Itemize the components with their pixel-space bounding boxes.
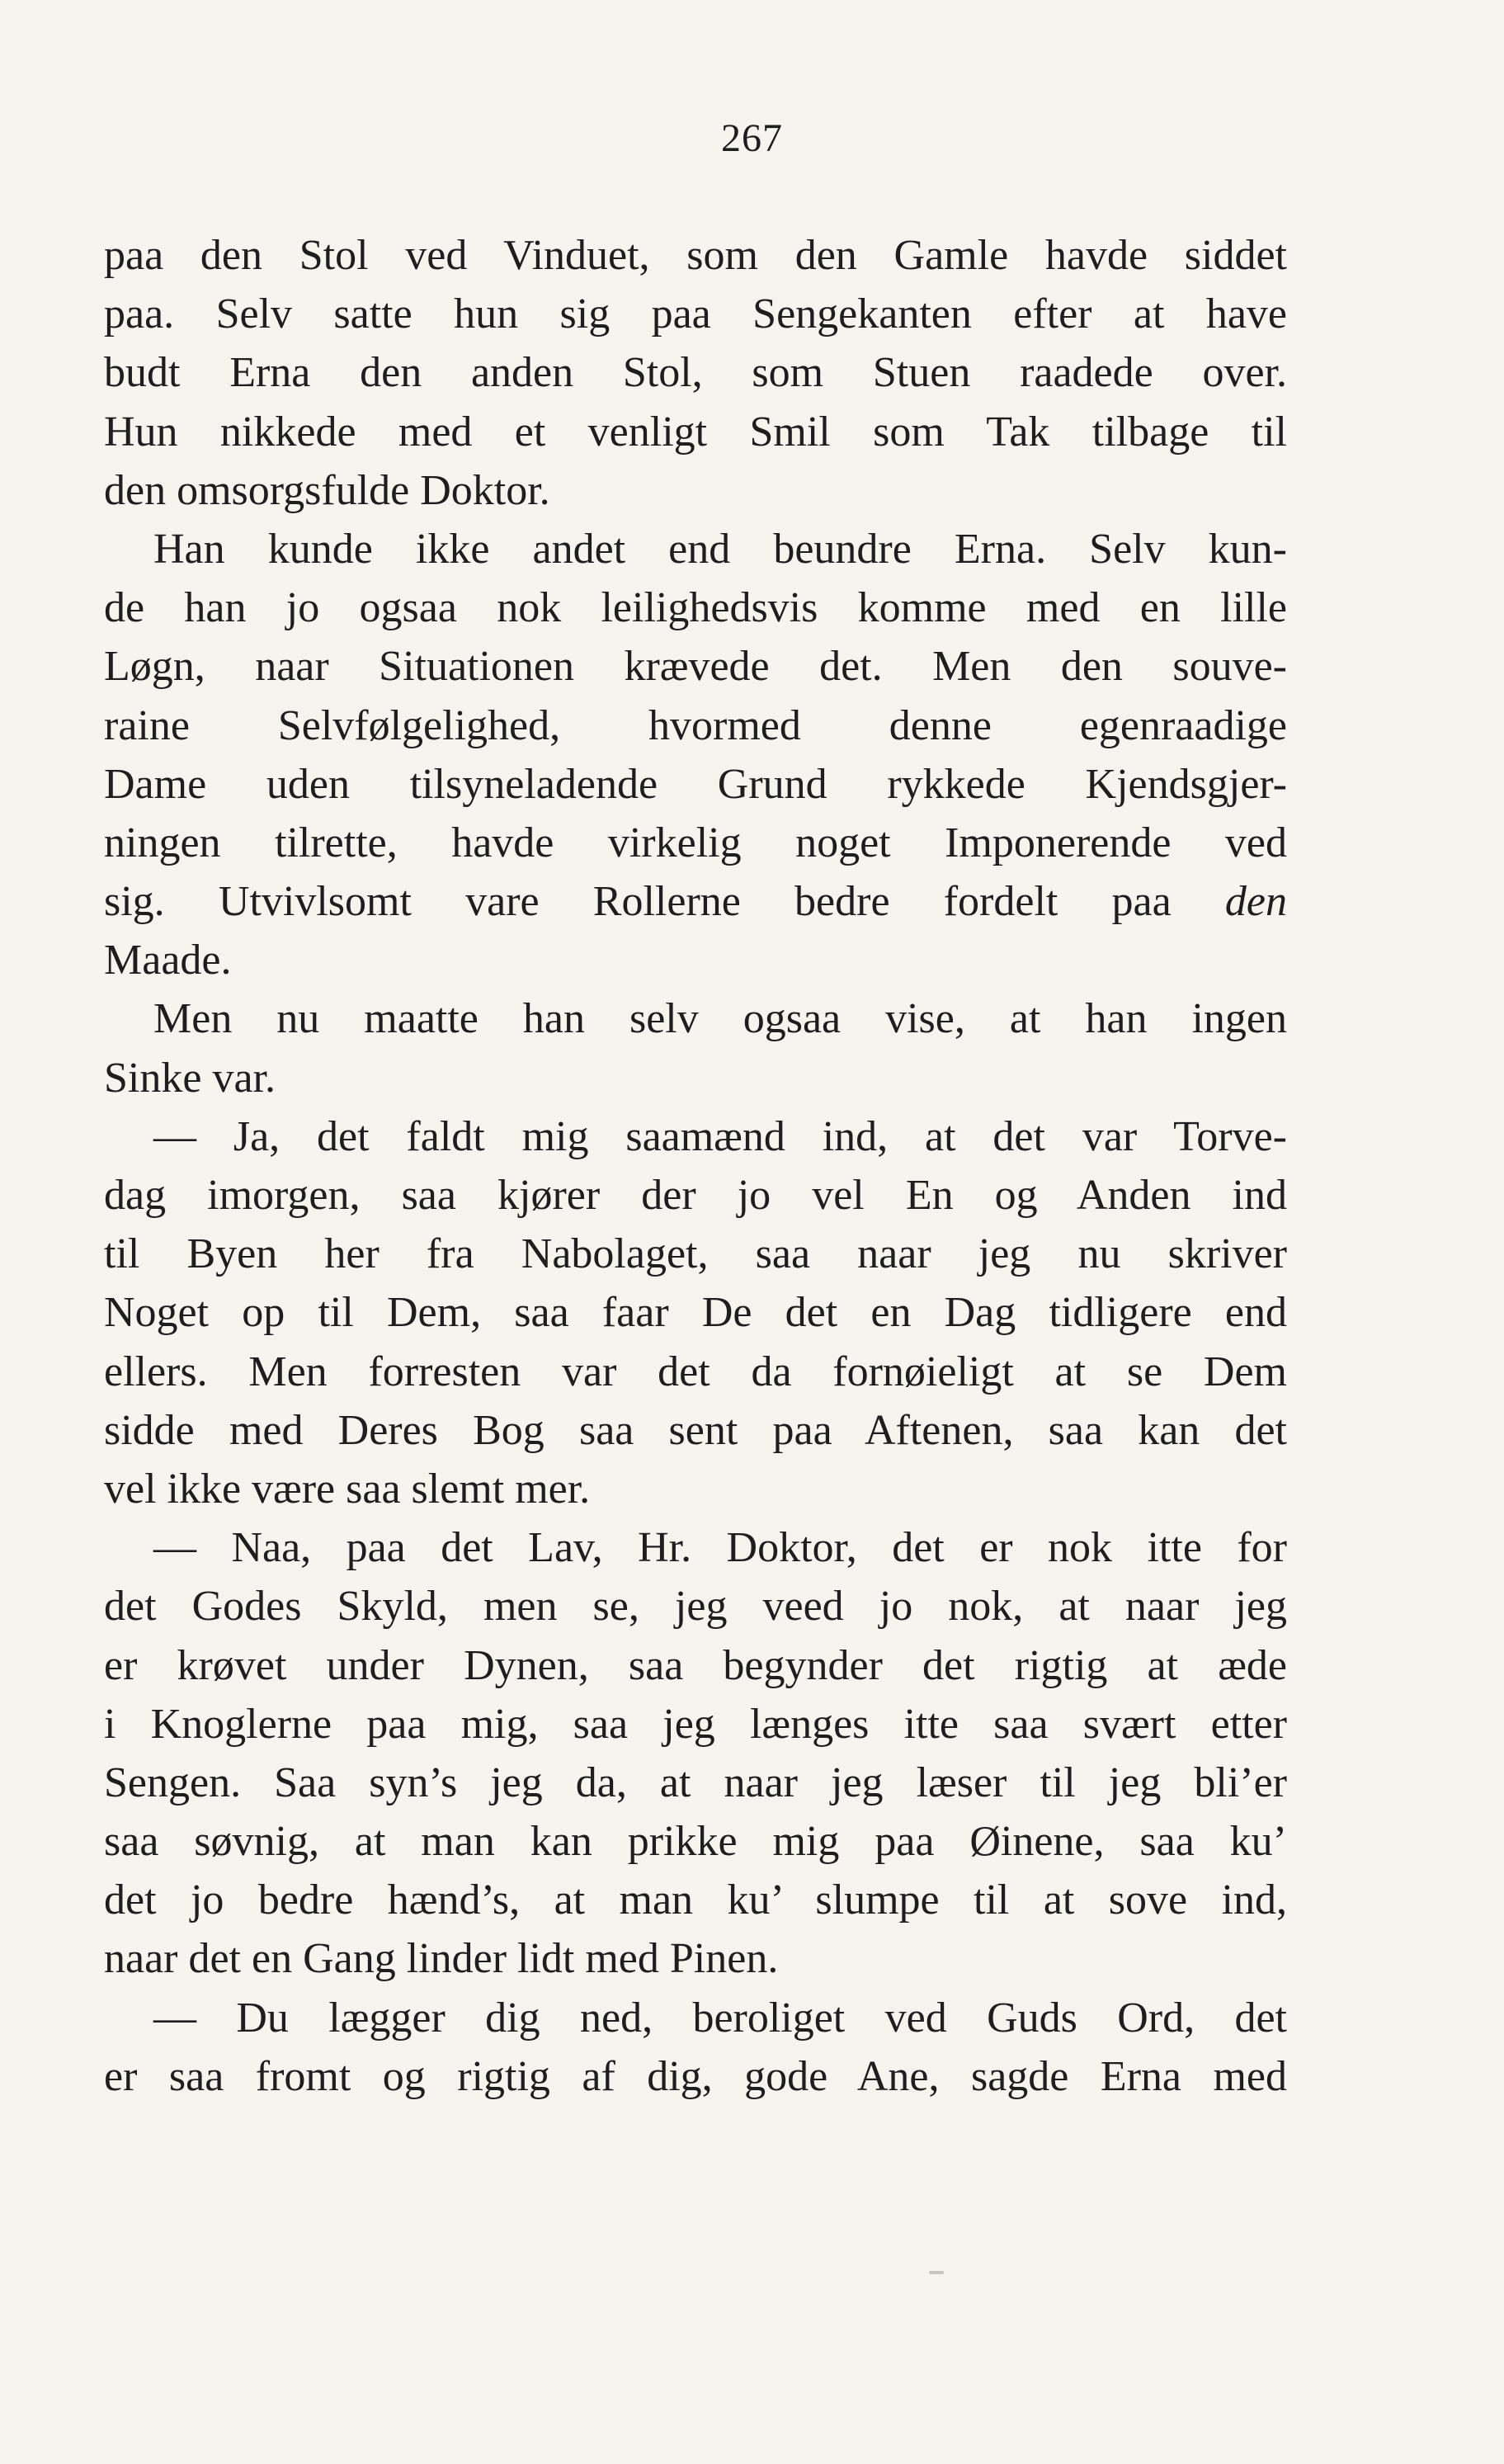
text-line: Men nu maatte han selv ogsaa vise, at han ingen (153, 995, 1287, 1043)
text-line-with-italic (104, 872, 1287, 931)
paper-speck (929, 2271, 944, 2274)
text-line: — Du lægger dig ned, beroliget ved Guds Ord, det (153, 1994, 1287, 2042)
text-line: Løgn, naar Situationen krævede det. Men den souve- (104, 643, 1287, 691)
text-line: Noget op til Dem, saa faar De det en Dag tidligere end (104, 1289, 1287, 1337)
text-line: Hun nikkede med et venligt Smil som Tak tilbage til (104, 408, 1287, 456)
text-line: paa den Stol ved Vinduet, som den Gamle havde siddet (104, 232, 1287, 279)
text-line: — Ja, det faldt mig saamænd ind, at det var Torve- (153, 1112, 1287, 1160)
text-line: den omsorgsfulde Doktor. (104, 466, 550, 514)
text-line: naar det en Gang linder lidt med Pinen. (104, 1935, 779, 1983)
text-line: vel ikke være saa slemt mer. (104, 1465, 591, 1513)
text-line: det jo bedre hænd’s, at man ku’ slumpe til at sove ind, (104, 1876, 1287, 1924)
text-line: ellers. Men forresten var det da fornøieligt at se Dem (104, 1348, 1287, 1395)
text-line: raine Selvfølgelighed, hvormed denne egenraadige (104, 701, 1287, 749)
text-line: ningen tilrette, havde virkelig noget Imponerende ved (104, 819, 1287, 866)
text-line: i Knoglerne paa mig, saa jeg længes itte saa svært etter (104, 1700, 1287, 1748)
text-line: paa. Selv satte hun sig paa Sengekanten efter at have (104, 290, 1287, 338)
text-line: det Godes Skyld, men se, jeg veed jo nok, at naar jeg (104, 1583, 1287, 1631)
text-line: Dame uden tilsyneladende Grund rykkede Kjendsgjer- (104, 760, 1287, 808)
page-number: 267 (721, 116, 783, 160)
text-line: de han jo ogsaa nok leilighedsvis komme med en lille (104, 584, 1287, 632)
italic-word: den (1224, 878, 1287, 926)
text-line: sidde med Deres Bog saa sent paa Aftenen, saa kan det (104, 1406, 1287, 1454)
body-text (104, 226, 1287, 2106)
text-line: Maade. (104, 937, 232, 984)
text-line: Sinke var. (104, 1054, 276, 1102)
text-line: Sengen. Saa syn’s jeg da, at naar jeg læser til jeg bli’er (104, 1758, 1287, 1806)
text-line: saa søvnig, at man kan prikke mig paa Øinene, saa ku’ (104, 1818, 1287, 1866)
text-line: er saa fromt og rigtig af dig, gode Ane, sagde Erna med (104, 2052, 1287, 2100)
text-line: dag imorgen, saa kjører der jo vel En og Anden ind (104, 1172, 1287, 1219)
text-line: — Naa, paa det Lav, Hr. Doktor, det er nok itte for (153, 1524, 1287, 1572)
text-line: Han kunde ikke andet end beundre Erna. Selv kun- (153, 525, 1287, 573)
text-line: budt Erna den anden Stol, som Stuen raadede over. (104, 349, 1287, 397)
text-line: sig. Utvivlsomt vare Rollerne bedre fordelt paa (104, 878, 1172, 926)
text-line: er krøvet under Dynen, saa begynder det rigtig at æde (104, 1641, 1287, 1689)
text-line: til Byen her fra Nabolaget, saa naar jeg nu skriver (104, 1230, 1287, 1278)
